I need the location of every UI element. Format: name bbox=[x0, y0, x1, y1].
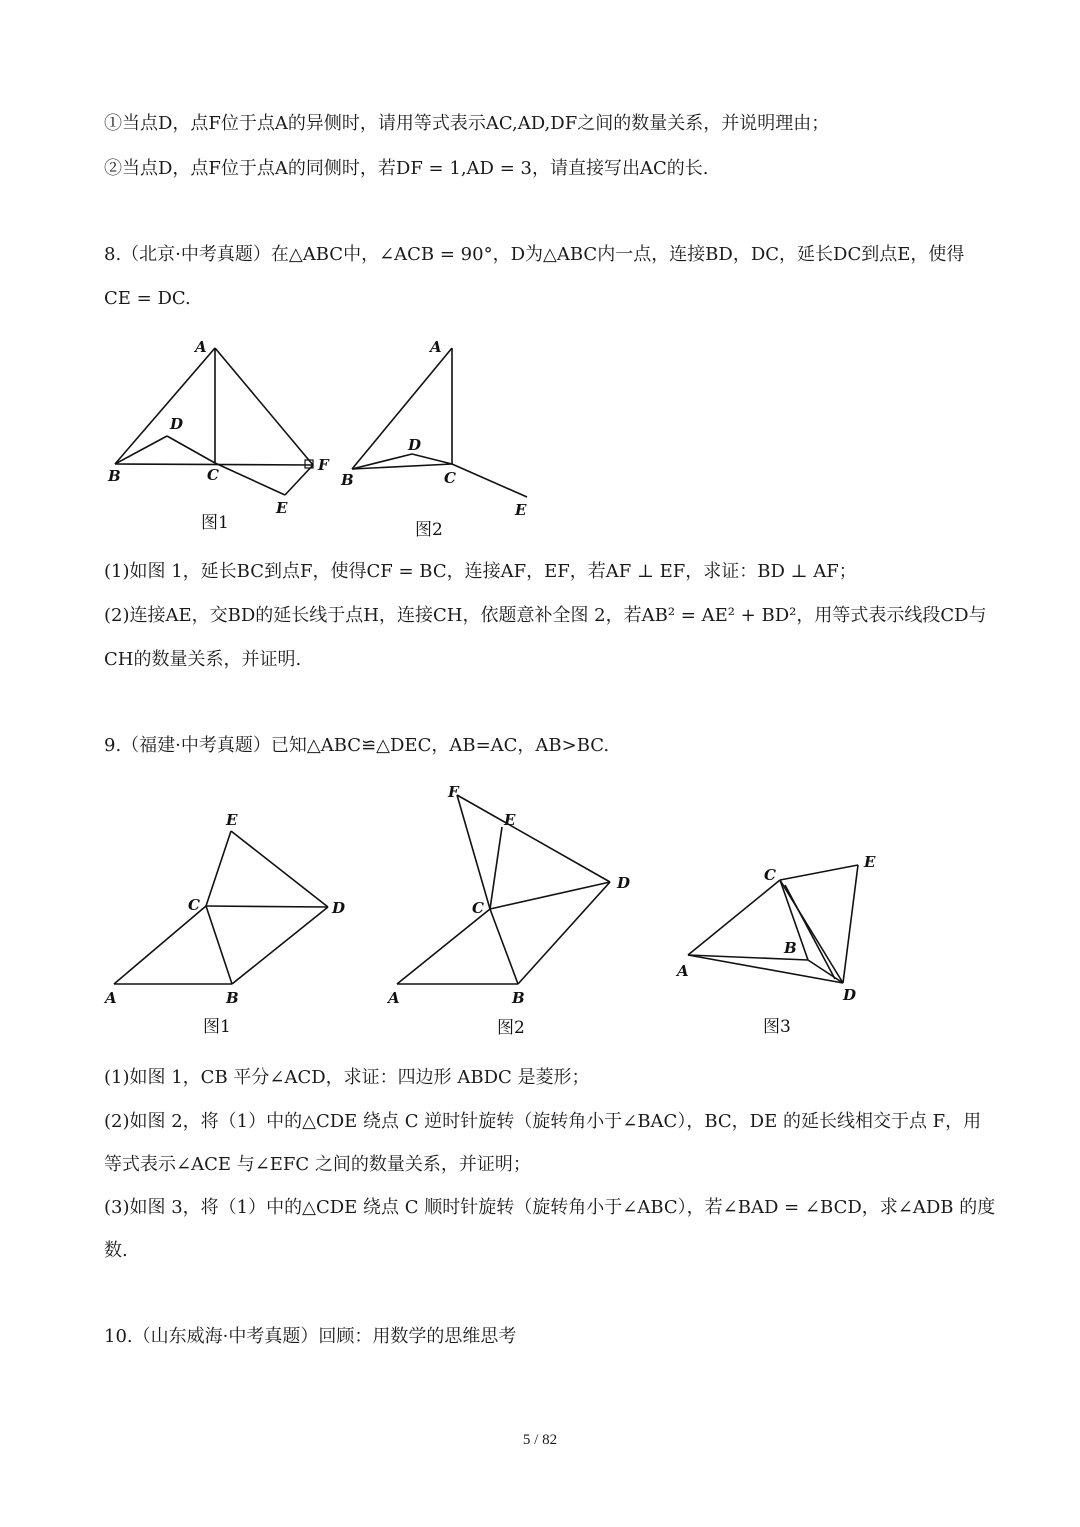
q9f2-label-d: D bbox=[617, 874, 631, 892]
q8f1-label-e: E bbox=[276, 499, 288, 517]
q9f2-label-a: A bbox=[388, 989, 400, 1007]
q9f2-caption: 图2 bbox=[497, 1018, 525, 1038]
q9-figure-3 bbox=[665, 845, 890, 1045]
q9-part2-line1: (2)如图 2，将（1）中的△CDE 绕点 C 逆时针旋转（旋转角小于∠BAC），BC，DE 的延长线相交于点 F，用 bbox=[104, 1111, 982, 1132]
q9-part2-line2: 等式表示∠ACE 与∠EFC 之间的数量关系，并证明； bbox=[104, 1154, 531, 1175]
q9-figure-1 bbox=[100, 800, 360, 1045]
q7-sub1: ①当点D，点F位于点A的异侧时，请用等式表示AC,AD,DF之间的数量关系，并说明理由； bbox=[104, 113, 830, 134]
q9f1-label-d: D bbox=[332, 899, 346, 917]
q9f2-label-b: B bbox=[512, 989, 525, 1007]
q9f1-label-e: E bbox=[226, 811, 238, 829]
q8f2-label-b: B bbox=[341, 471, 354, 489]
q9f3-label-c: C bbox=[764, 866, 776, 884]
q8-figure-1 bbox=[100, 330, 340, 540]
q8-figure-2 bbox=[335, 330, 545, 545]
q9f1-label-b: B bbox=[226, 989, 239, 1007]
q9-part3-line2: 数. bbox=[104, 1240, 128, 1261]
q8-part1: (1)如图 1，延长BC到点F，使得CF = BC，连接AF，EF，若AF ⊥ EF，求证：BD ⊥ AF； bbox=[104, 561, 857, 582]
q9f2-label-e: E bbox=[504, 811, 516, 829]
q8f1-label-f: F bbox=[318, 456, 329, 474]
q7-sub2: ②当点D，点F位于点A的同侧时，若DF = 1,AD = 3，请直接写出AC的长. bbox=[104, 158, 709, 179]
q9f3-label-e: E bbox=[864, 853, 876, 871]
q8f1-caption: 图1 bbox=[201, 513, 229, 533]
page-number: 5 / 82 bbox=[522, 1432, 558, 1448]
q9f1-label-a: A bbox=[105, 989, 117, 1007]
q9f3-caption: 图3 bbox=[763, 1017, 791, 1037]
q8f1-label-c: C bbox=[207, 466, 219, 484]
q9f2-label-f: F bbox=[448, 783, 459, 801]
q8f2-caption: 图2 bbox=[415, 520, 443, 540]
q8f1-label-d: D bbox=[170, 415, 184, 433]
q9-part1: (1)如图 1，CB 平分∠ACD，求证：四边形 ABDC 是菱形； bbox=[104, 1067, 590, 1088]
q8-part2-line2: CH的数量关系，并证明. bbox=[104, 649, 302, 670]
q9f1-label-c: C bbox=[188, 896, 200, 914]
q8f1-label-a: A bbox=[195, 338, 207, 356]
q9f3-label-b: B bbox=[784, 939, 797, 957]
q9f2-label-c: C bbox=[472, 899, 484, 917]
q8f2-label-a: A bbox=[430, 338, 442, 356]
q10-stem: 10.（山东威海·中考真题）回顾：用数学的思维思考 bbox=[104, 1326, 517, 1347]
q9f3-label-d: D bbox=[843, 986, 857, 1004]
q9-figure-2 bbox=[385, 775, 645, 1045]
q9-stem: 9.（福建·中考真题）已知△ABC≌△DEC，AB=AC，AB>BC. bbox=[104, 735, 610, 756]
q8-stem-line1: 8.（北京·中考真题）在△ABC中，∠ACB = 90°，D为△ABC内一点，连接BD，DC，延长DC到点E，使得 bbox=[104, 244, 965, 265]
q8f2-label-e: E bbox=[515, 501, 527, 519]
q8-part2-line1: (2)连接AE，交BD的延长线于点H，连接CH，依题意补全图 2，若AB² = AE² + BD²，用等式表示线段CD与 bbox=[104, 605, 987, 626]
q9-part3-line1: (3)如图 3，将（1）中的△CDE 绕点 C 顺时针旋转（旋转角小于∠ABC），若∠BAD = ∠BCD，求∠ADB 的度 bbox=[104, 1197, 996, 1218]
q9f1-caption: 图1 bbox=[203, 1017, 231, 1037]
q9f3-label-a: A bbox=[677, 962, 689, 980]
q8f1-label-b: B bbox=[108, 467, 121, 485]
q8f2-label-c: C bbox=[444, 469, 456, 487]
q8-stem-line2: CE = DC. bbox=[104, 288, 191, 309]
q8f2-label-d: D bbox=[408, 436, 422, 454]
